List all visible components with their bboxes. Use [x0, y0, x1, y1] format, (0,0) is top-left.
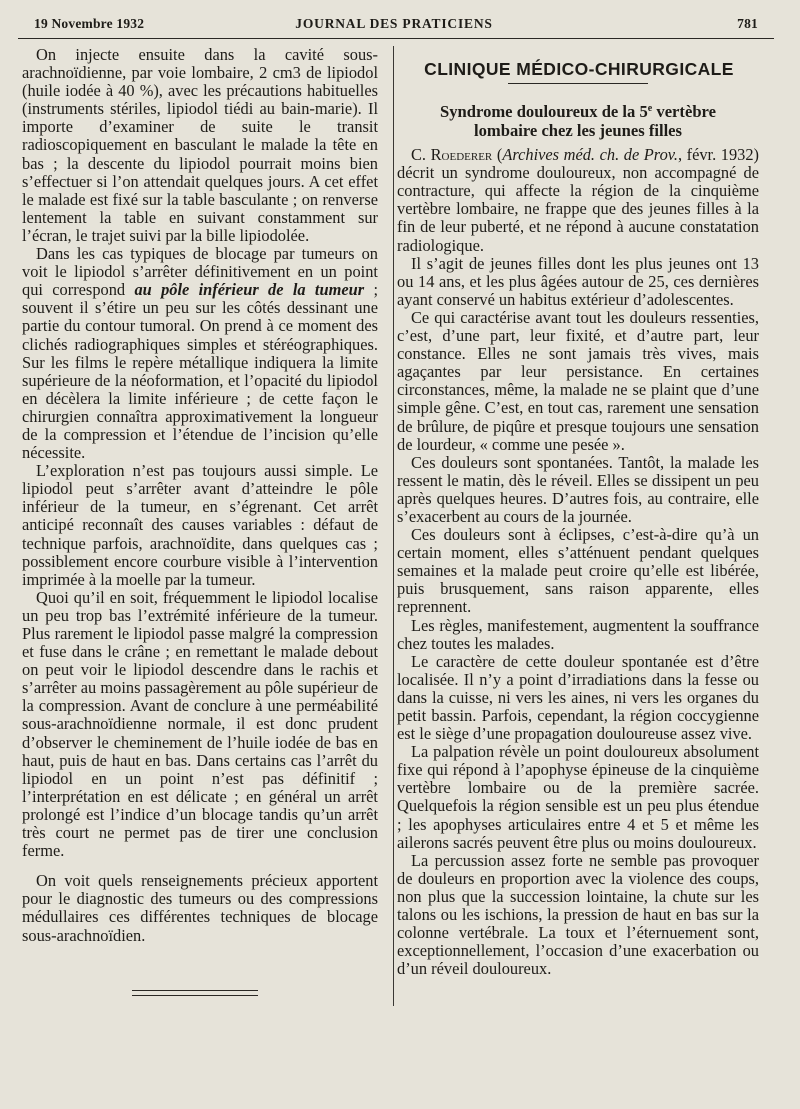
paragraph — [22, 245, 378, 462]
text-run: , févr. 1932) décrit un syndrome douloureux, non accompagné de contracture, qui affecte la région de la cinquième vertèbre lombaire, ne frappe que des jeunes filles à la fin de leur puberté, et ne répond à aucune constatation radiologique. — [397, 145, 760, 255]
right-column — [397, 46, 759, 978]
paragraph: Ces douleurs sont à éclipses, c’est-à-dire qu’à un certain moment, elles s’atténuent pendant quelques semaines et la malade peut croire qu’elle est libérée, puis brusquement, sans raison apparente, elles reprennent. — [397, 525, 759, 617]
title-text: vertèbre — [652, 102, 716, 122]
section-title: CLINIQUE MÉDICO-CHIRURGICALE — [424, 59, 734, 79]
paragraph: Le caractère de cette douleur spontanée est d’être localisée. Il n’y a point d’irradiations dans la fesse ou dans la cuisse, ni vers les aines, ni vers les organes du petit bassin. Parfois, cependant, la région coccygienne est le siège d’une propagation douloureuse assez vive. — [397, 651, 759, 744]
header-rule — [18, 38, 774, 39]
title-text: Syndrome douloureux de la 5 — [440, 102, 648, 122]
paragraph: Quoi qu’il en soit, fréquemment le lipiodol localise un peu trop bas l’extrémité inférieure de la tumeur. Plus rarement le lipiodol passe malgré la compression et fuse dans le crâne ; en remettant le malade debout on peut voir le lipiodol descendre dans le rachis et s’arrêter au moins passagèrement au pôle supérieur de la compression. Avant de conclure à une perméabilité sous-arachnoïdienne normale, il est donc prudent d’observer le cheminement de l’huile iodée de bas en haut, puis de haut en bas. Dans certains cas l’arrêt du lipiodol en un point n’est pas définitif ; l’interprétation en est délicate ; en général un arrêt prolongé est l’indice d’un blocage tandis qu’un arrêt très court ne permet pas de tirer une conclusion ferme. — [22, 587, 378, 861]
paragraph: Ce qui caractérise avant tout les douleurs ressenties, c’est, d’une part, leur fixité, et d’autre part, leur constance. Elles ne sont jamais très vives, mais agaçantes par leur persistance. En certaines circonstances, même, la malade ne se plaint que d’une simple gêne. C’est, en tout cas, rarement une sensation de brûlure, de piqûre et presque toujours une sensation de lourdeur, « comme une pesée ». — [397, 307, 759, 454]
text-run: ( — [492, 145, 503, 165]
author-name: C. Roederer — [411, 145, 493, 165]
title-text: lombaire chez les jeunes filles — [474, 121, 682, 141]
paragraph: On voit quels renseignements précieux apportent pour le diagnostic des tumeurs ou des compressions médullaires ces différentes techniques de blocage sous-arachnoïdien. — [22, 871, 378, 945]
page-header — [30, 16, 758, 38]
column-divider — [393, 46, 394, 1006]
title-superscript: e — [647, 103, 653, 115]
paragraph: La percussion assez forte ne semble pas provoquer de douleurs en proportion avec la violence des coups, non plus que la succession lointaine, la chute sur les talons ou les ischions, la pression de haut en bas sur la colonne vertébrale. La toux et l’éternuement sont, exceptionnellement, l’occasion d’une exacerbation ou d’un réveil douloureux. — [397, 850, 759, 979]
article-title — [397, 99, 759, 140]
paragraph: La palpation révèle un point douloureux absolument fixe qui répond à l’apophyse épineuse de la cinquième vertèbre lombaire ou de la première sacrée. Quelquefois la région sensible est un peu plus étendue ; les apophyses articulaires entre 4 et 5 et même les ailerons sacrés peuvent être plus ou moins douloureux. — [397, 742, 759, 852]
paragraph: On injecte ensuite dans la cavité sous-arachnoïdienne, par voie lombaire, 2 cm3 de lipiodol (huile iodée à 40 %), avec les précautions habituelles (instruments stériles, lipiodol tiédi au bain-marie). Il importe d’examiner de suite le transit radioscopiquement en basculant le malade la tête en bas ; la descente du lipiodol pourrait moins bien s’effectuer si l’on attendait quelques jours. A cet effet le malade est fixé sur la table basculante ; on renverse lentement la table en suivant constamment sur l’écran, le trajet suivi par la bille lipiodolée. — [22, 45, 378, 245]
reference: Archives méd. ch. de Prov. — [502, 145, 678, 165]
text-run: Dans les cas typiques de blocage par tumeurs on voit le lipiodol s’arrêter définitivement en un point qui correspond — [22, 244, 378, 300]
text-run: ; souvent il s’étire un peu sur les côtés dessinant une partie du contour tumoral. On prend à ce moment des clichés radiographiques simples et stéréographiques. Sur les films le repère métallique indiquera la limite supérieure de la néoformation, et l’opacité du lipiodol en décèlera la limite inférieure ; de cette façon le chirurgien connaîtra approximativement la longueur de la compression et l’étendue de l’incision qu’elle nécessite. — [22, 280, 379, 463]
paragraph — [397, 146, 759, 255]
paragraph: Ces douleurs sont spontanées. Tantôt, la malade les ressent le matin, dès le réveil. Elles se dissipent un peu après quelques heures. D’autres fois, au contraire, elle s’exacerbent au cours de la journée. — [397, 452, 759, 526]
paragraph: Les règles, manifestement, augmentent la souffrance chez toutes les malades. — [397, 615, 759, 653]
page-number: 781 — [737, 16, 758, 31]
article-end-rule — [132, 990, 258, 996]
emphasis: au pôle inférieur de la tumeur — [134, 280, 365, 300]
issue-date: 19 Novembre 1932 — [34, 16, 145, 31]
paragraph: Il s’agit de jeunes filles dont les plus jeunes ont 13 ou 14 ans, et les plus âgées autour de 25, ces dernières ayant conservé un habitus extérieur d’adolescentes. — [397, 253, 759, 309]
paragraph: L’exploration n’est pas toujours aussi simple. Le lipiodol peut s’arrêter avant d’atteindre le pôle inférieur de la tumeur, en s’égrenant. Cet arrêt anticipé reconnaît des causes variables : défaut de technique parfois, arachnoïdite, dans quelques cas ; possiblement encore courbure visible à l’intervention imprimée à la moelle par la tumeur. — [22, 461, 378, 589]
left-column — [22, 46, 378, 945]
section-rule — [508, 83, 648, 84]
journal-name: JOURNAL DES PRATICIENS — [295, 16, 493, 31]
